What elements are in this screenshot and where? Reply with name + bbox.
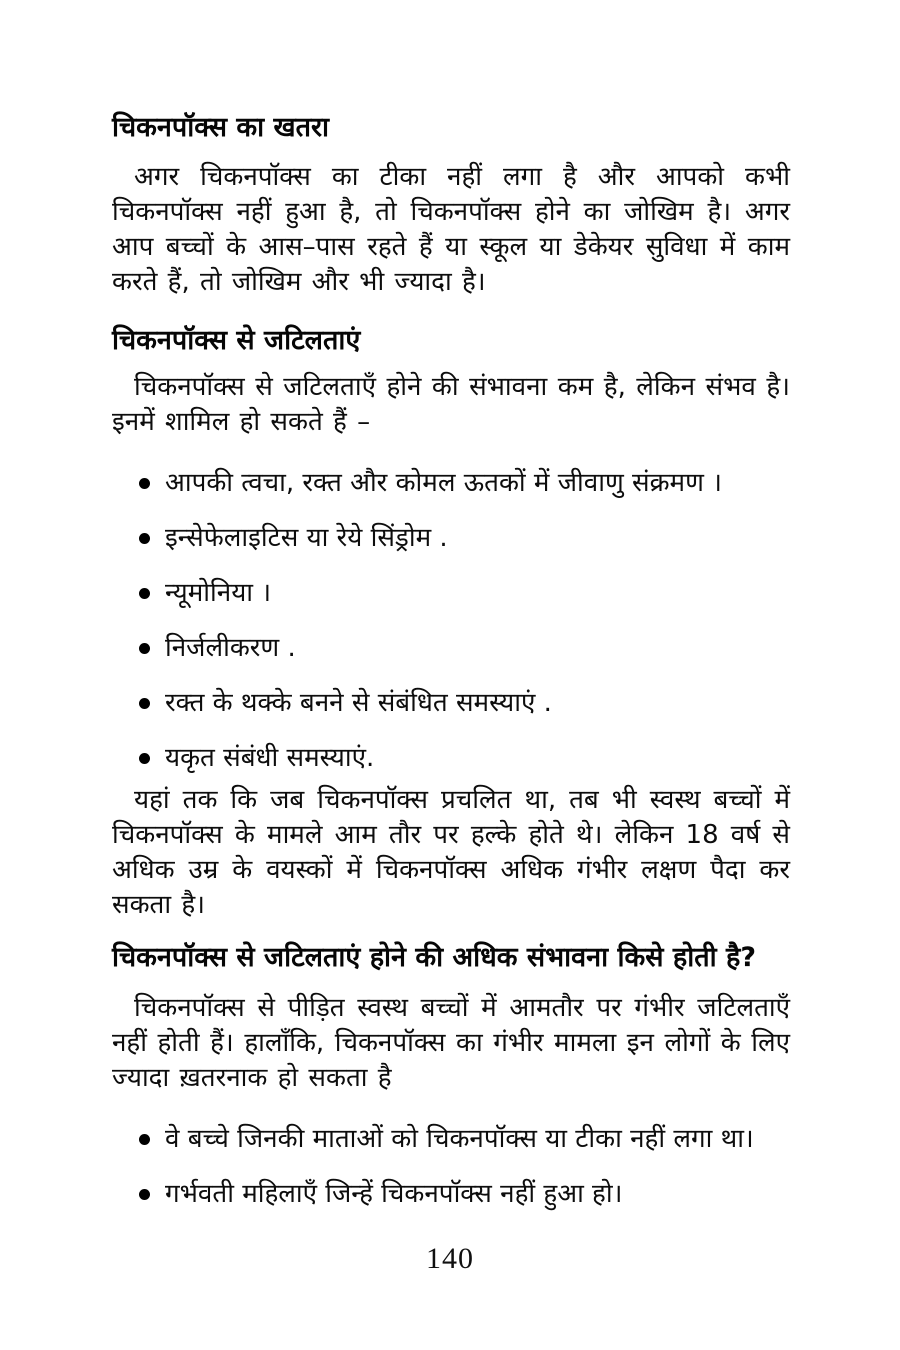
list-item-text: न्यूमोनिया । (165, 578, 272, 608)
bullet-icon (139, 588, 150, 599)
list-item-text: रक्त के थक्के बनने से संबंधित समस्याएं . (165, 688, 552, 718)
at-risk-groups-list (112, 1122, 790, 1212)
list-item-text: आपकी त्वचा, रक्त और कोमल ऊतकों में जीवाणु संक्रमण । (165, 468, 723, 498)
list-item (112, 686, 790, 721)
bullet-icon (139, 753, 150, 764)
paragraph-who-at-risk: चिकनपॉक्स से पीड़ित स्वस्थ बच्चों में आमतौर पर गंभीर जटिलताएँ नहीं होती हैं। हालाँकि, चिकनपॉक्स का गंभीर मामला इन लोगों के लिए ज्यादा ख़तरनाक हो सकता है (112, 993, 790, 1093)
paragraph-complications-intro: चिकनपॉक्स से जटिलताएँ होने की संभावना कम है, लेकिन संभव है। इनमें शामिल हो सकते हैं – (112, 372, 791, 437)
section-heading-who-at-risk: चिकनपॉक्स से जटिलताएं होने की अधिक संभावना किसे होती है? (112, 942, 757, 973)
list-item (112, 1177, 790, 1212)
section-chickenpox-risk (112, 110, 790, 300)
list-item (112, 466, 790, 501)
section-who-is-at-risk (112, 940, 790, 1212)
paragraph-risk: अगर चिकनपॉक्स का टीका नहीं लगा है और आपको कभी चिकनपॉक्स नहीं हुआ है, तो चिकनपॉक्स होने का जोखिम है। अगर आप बच्चों के आस–पास रहते हैं या स्कूल या डेकेयर सुविधा में काम करते हैं, तो जोखिम और भी ज्यादा है। (112, 162, 790, 297)
section-heading-complications: चिकनपॉक्स से जटिलताएं (112, 325, 361, 356)
section-complications (112, 323, 790, 923)
bullet-icon (139, 1189, 150, 1200)
list-item-text: वे बच्चे जिनकी माताओं को चिकनपॉक्स या टीका नहीं लगा था। (165, 1124, 754, 1154)
list-item-text: इन्सेफेलाइटिस या रेये सिंड्रोम . (165, 523, 448, 553)
bullet-icon (139, 643, 150, 654)
bullet-icon (139, 533, 150, 544)
list-item (112, 631, 790, 666)
list-item-text: गर्भवती महिलाएँ जिन्हें चिकनपॉक्स नहीं हुआ हो। (165, 1179, 623, 1209)
list-item (112, 741, 790, 776)
bullet-icon (139, 1134, 150, 1145)
list-item (112, 521, 790, 556)
bullet-icon (139, 698, 150, 709)
section-heading-risk: चिकनपॉक्स का खतरा (112, 112, 330, 143)
list-item (112, 576, 790, 611)
page-number: 140 (426, 1242, 474, 1275)
complications-list (112, 466, 790, 776)
list-item-text: यकृत संबंधी समस्याएं. (165, 743, 375, 773)
list-item-text: निर्जलीकरण . (165, 633, 296, 663)
list-item (112, 1122, 790, 1157)
paragraph-complications-closing: यहां तक कि जब चिकनपॉक्स प्रचलित था, तब भी स्वस्थ बच्चों में चिकनपॉक्स के मामले आम तौर पर हल्के होते थे। लेकिन 18 वर्ष से अधिक उम्र के वयस्कों में चिकनपॉक्स अधिक गंभीर लक्षण पैदा कर सकता है। (112, 785, 790, 920)
page-footer (0, 1242, 900, 1276)
bullet-icon (139, 478, 150, 489)
